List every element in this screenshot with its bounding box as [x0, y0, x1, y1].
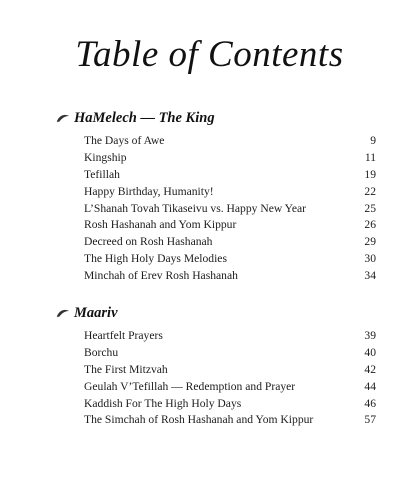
- leaf-icon: [56, 113, 70, 123]
- section-title: Maariv: [74, 304, 118, 321]
- entry-page-number: 11: [364, 150, 376, 164]
- entry-label: The Simchah of Rosh Hashanah and Yom Kippur: [84, 413, 314, 427]
- page-title: Table of Contents: [75, 34, 344, 75]
- toc-entries: [84, 328, 376, 429]
- entry-page-number: 40: [364, 345, 376, 359]
- entry-label: L’Shanah Tovah Tikaseivu vs. Happy New Year: [84, 201, 307, 215]
- section-heading-row: [56, 108, 376, 128]
- entry-label: Tefillah: [84, 167, 120, 181]
- toc-section-maariv: [56, 303, 376, 429]
- toc-entries: [84, 133, 376, 285]
- entry-label: Rosh Hashanah and Yom Kippur: [84, 218, 237, 232]
- toc-entry[interactable]: [84, 184, 376, 201]
- entry-label: Heartfelt Prayers: [84, 329, 163, 342]
- entry-label: Borchu: [84, 345, 119, 359]
- entry-page-number: 22: [364, 184, 376, 198]
- entry-label: The First Mitzvah: [84, 362, 168, 376]
- toc-entry[interactable]: [84, 167, 376, 184]
- entry-label: Happy Birthday, Humanity!: [84, 184, 214, 198]
- toc-entry[interactable]: [84, 150, 376, 167]
- leaf-icon: [56, 308, 70, 318]
- entry-page-number: 39: [364, 329, 376, 342]
- entry-label: Kaddish For The High Holy Days: [84, 396, 242, 410]
- entry-page-number: 44: [364, 379, 376, 393]
- entry-page-number: 57: [364, 413, 376, 427]
- entry-page-number: 42: [364, 362, 376, 376]
- toc-entry[interactable]: [84, 412, 376, 429]
- toc-entry[interactable]: [84, 201, 376, 218]
- entry-page-number: 29: [364, 235, 376, 249]
- entry-label: The High Holy Days Melodies: [84, 252, 227, 266]
- toc-entry[interactable]: [84, 362, 376, 379]
- toc-entry[interactable]: [84, 268, 376, 285]
- entry-page-number: 26: [364, 218, 376, 232]
- entry-label: Decreed on Rosh Hashanah: [84, 235, 213, 249]
- toc-entry[interactable]: [84, 133, 376, 150]
- entry-page-number: 19: [364, 167, 376, 181]
- toc-entry[interactable]: [84, 251, 376, 268]
- toc-entry[interactable]: [84, 396, 376, 413]
- section-title: HaMelech — The King: [74, 109, 215, 126]
- toc-entry[interactable]: [84, 328, 376, 345]
- entry-label: The Days of Awe: [84, 134, 165, 147]
- toc-entry[interactable]: [84, 234, 376, 251]
- entry-page-number: 30: [364, 252, 376, 266]
- entry-page-number: 34: [364, 269, 376, 283]
- entry-page-number: 46: [364, 396, 376, 410]
- entry-label: Minchah of Erev Rosh Hashanah: [84, 269, 238, 283]
- entry-page-number: 9: [370, 134, 376, 147]
- toc-entry[interactable]: [84, 217, 376, 234]
- entry-label: Geulah V’Tefillah — Redemption and Prayer: [84, 379, 296, 393]
- entry-label: Kingship: [84, 150, 127, 164]
- toc-entry[interactable]: [84, 345, 376, 362]
- section-heading-row: [56, 303, 376, 323]
- toc-section-hamelech: [56, 108, 376, 285]
- entry-page-number: 25: [364, 201, 376, 215]
- toc-entry[interactable]: [84, 379, 376, 396]
